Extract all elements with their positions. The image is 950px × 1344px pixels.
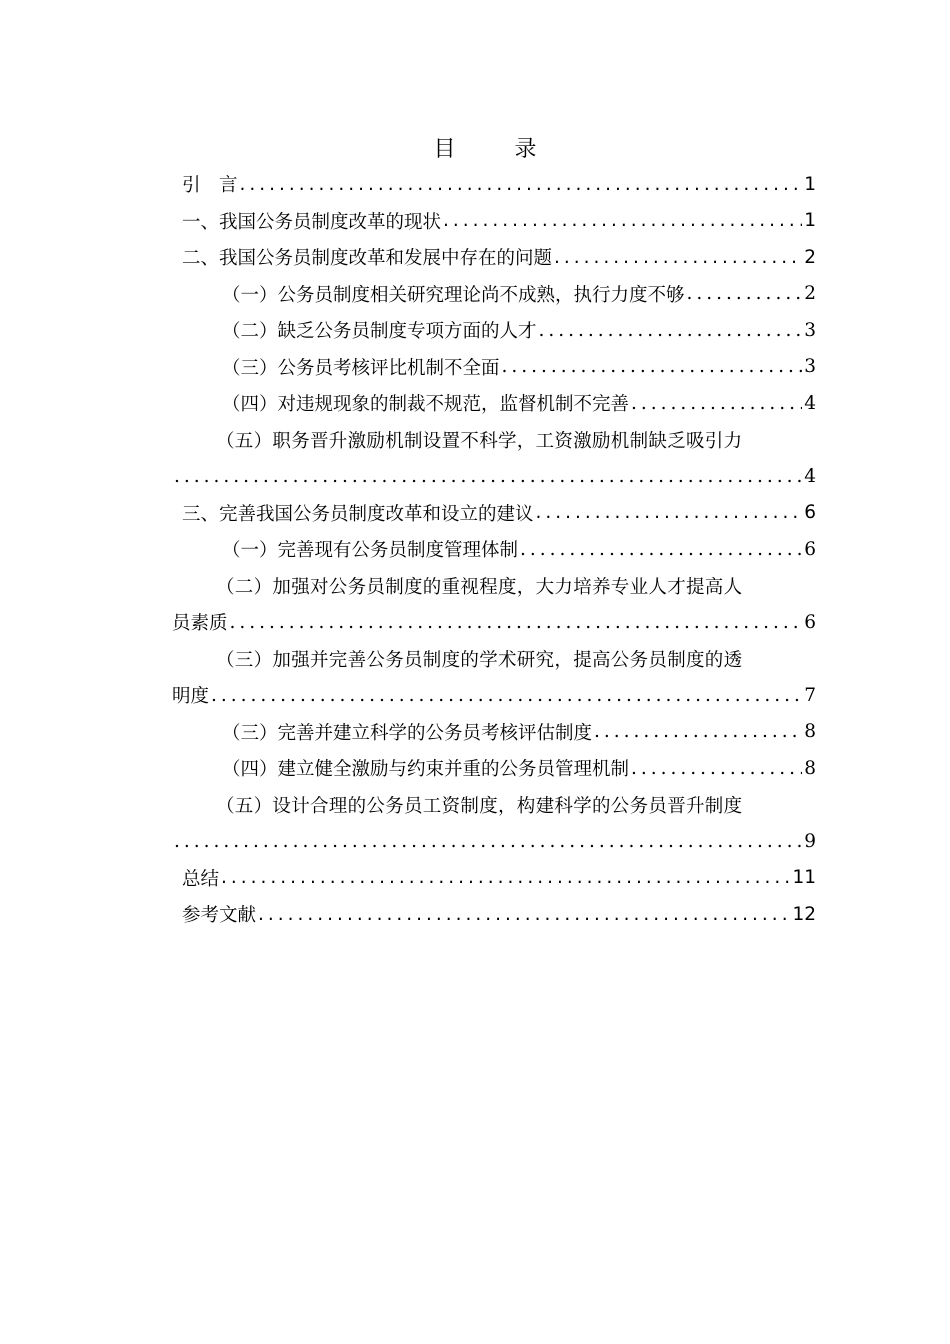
dot-leader	[219, 867, 790, 888]
toc-entry-intro[interactable]	[172, 166, 816, 203]
dot-leader	[256, 904, 790, 925]
toc-entry-3-6-line2[interactable]	[172, 823, 816, 860]
toc-entry-references[interactable]	[172, 896, 816, 933]
toc-page-number: 9	[804, 830, 816, 852]
toc-entry-text: 引 言	[182, 175, 238, 197]
toc-entry-2-2[interactable]	[172, 312, 816, 349]
dot-leader	[592, 721, 802, 742]
table-of-contents	[172, 166, 816, 933]
toc-entry-2-5-line1[interactable]	[172, 422, 816, 459]
toc-entry-text: （四）对违规现象的制裁不规范，监督机制不完善	[222, 394, 630, 416]
toc-entry-section-2[interactable]	[172, 239, 816, 276]
toc-entry-section-3[interactable]	[172, 495, 816, 532]
dot-leader	[629, 758, 802, 779]
toc-entry-text: （一）完善现有公务员制度管理体制	[222, 540, 519, 562]
toc-page-number: 3	[804, 319, 816, 341]
toc-page-number: 12	[792, 903, 816, 925]
dot-leader	[518, 539, 802, 560]
dot-leader	[537, 320, 803, 341]
toc-entry-text: （三）公务员考核评比机制不全面	[222, 357, 500, 379]
toc-entry-text: 三、完善我国公务员制度改革和设立的建议	[182, 503, 534, 525]
toc-entry-text: （二）缺乏公务员制度专项方面的人才	[222, 321, 537, 343]
toc-entry-3-2-line1[interactable]	[172, 568, 816, 605]
toc-entry-text: （三）完善并建立科学的公务员考核评估制度	[222, 722, 593, 744]
toc-page-number: 6	[804, 538, 816, 560]
toc-entry-2-3[interactable]	[172, 349, 816, 386]
toc-entry-text: 总结	[182, 868, 220, 890]
toc-entry-text: （四）建立健全激励与约束并重的公务员管理机制	[222, 759, 630, 781]
toc-page-number: 2	[804, 246, 816, 268]
toc-entry-text-continued: 员素质	[172, 613, 228, 635]
toc-page-number: 7	[804, 684, 816, 706]
toc-page-number: 11	[792, 867, 816, 889]
toc-page-number: 8	[804, 721, 816, 743]
dot-leader	[228, 612, 803, 633]
dot-leader	[685, 283, 803, 304]
toc-page-number: 1	[804, 210, 816, 232]
toc-title: 目 录	[433, 137, 563, 162]
toc-entry-2-1[interactable]	[172, 276, 816, 313]
toc-entry-summary[interactable]	[172, 860, 816, 897]
toc-entry-text: 二、我国公务员制度改革和发展中存在的问题	[182, 248, 553, 270]
dot-leader	[209, 685, 802, 706]
toc-entry-2-4[interactable]	[172, 385, 816, 422]
toc-page-number: 6	[804, 611, 816, 633]
toc-entry-text: （五）设计合理的公务员工资制度，构建科学的公务员晋升制度	[216, 795, 743, 817]
toc-entry-3-4[interactable]	[172, 714, 816, 751]
dot-leader	[172, 831, 802, 852]
toc-entry-text: 一、我国公务员制度改革的现状	[182, 211, 442, 233]
toc-entry-text: 参考文献	[182, 905, 257, 927]
toc-page-number: 6	[804, 502, 816, 524]
toc-entry-text: （五）职务晋升激励机制设置不科学，工资激励机制缺乏吸引力	[216, 430, 743, 452]
toc-entry-text-continued: 明度	[172, 686, 210, 708]
toc-page-number: 2	[804, 283, 816, 305]
toc-entry-text: （三）加强并完善公务员制度的学术研究，提高公务员制度的透	[216, 649, 743, 671]
toc-page-number: 1	[804, 173, 816, 195]
dot-leader	[441, 210, 802, 231]
toc-entry-3-2-line2[interactable]	[172, 604, 816, 641]
toc-entry-text: （一）公务员制度相关研究理论尚不成熟，执行力度不够	[222, 284, 685, 306]
toc-page-number: 4	[804, 465, 816, 487]
dot-leader	[552, 247, 802, 268]
dot-leader	[629, 393, 802, 414]
toc-entry-3-3-line2[interactable]	[172, 677, 816, 714]
dot-leader	[172, 466, 802, 487]
dot-leader	[534, 502, 803, 523]
toc-entry-3-3-line1[interactable]	[172, 641, 816, 678]
toc-entry-text: （二）加强对公务员制度的重视程度，大力培养专业人才提高人	[216, 576, 743, 598]
toc-page-number: 3	[804, 356, 816, 378]
toc-page-number: 8	[804, 757, 816, 779]
toc-entry-section-1[interactable]	[172, 203, 816, 240]
toc-page-number: 4	[804, 392, 816, 414]
toc-entry-2-5-line2[interactable]	[172, 458, 816, 495]
toc-entry-3-5[interactable]	[172, 750, 816, 787]
toc-entry-3-1[interactable]	[172, 531, 816, 568]
toc-entry-3-6-line1[interactable]	[172, 787, 816, 824]
dot-leader	[238, 174, 803, 195]
dot-leader	[500, 356, 803, 377]
